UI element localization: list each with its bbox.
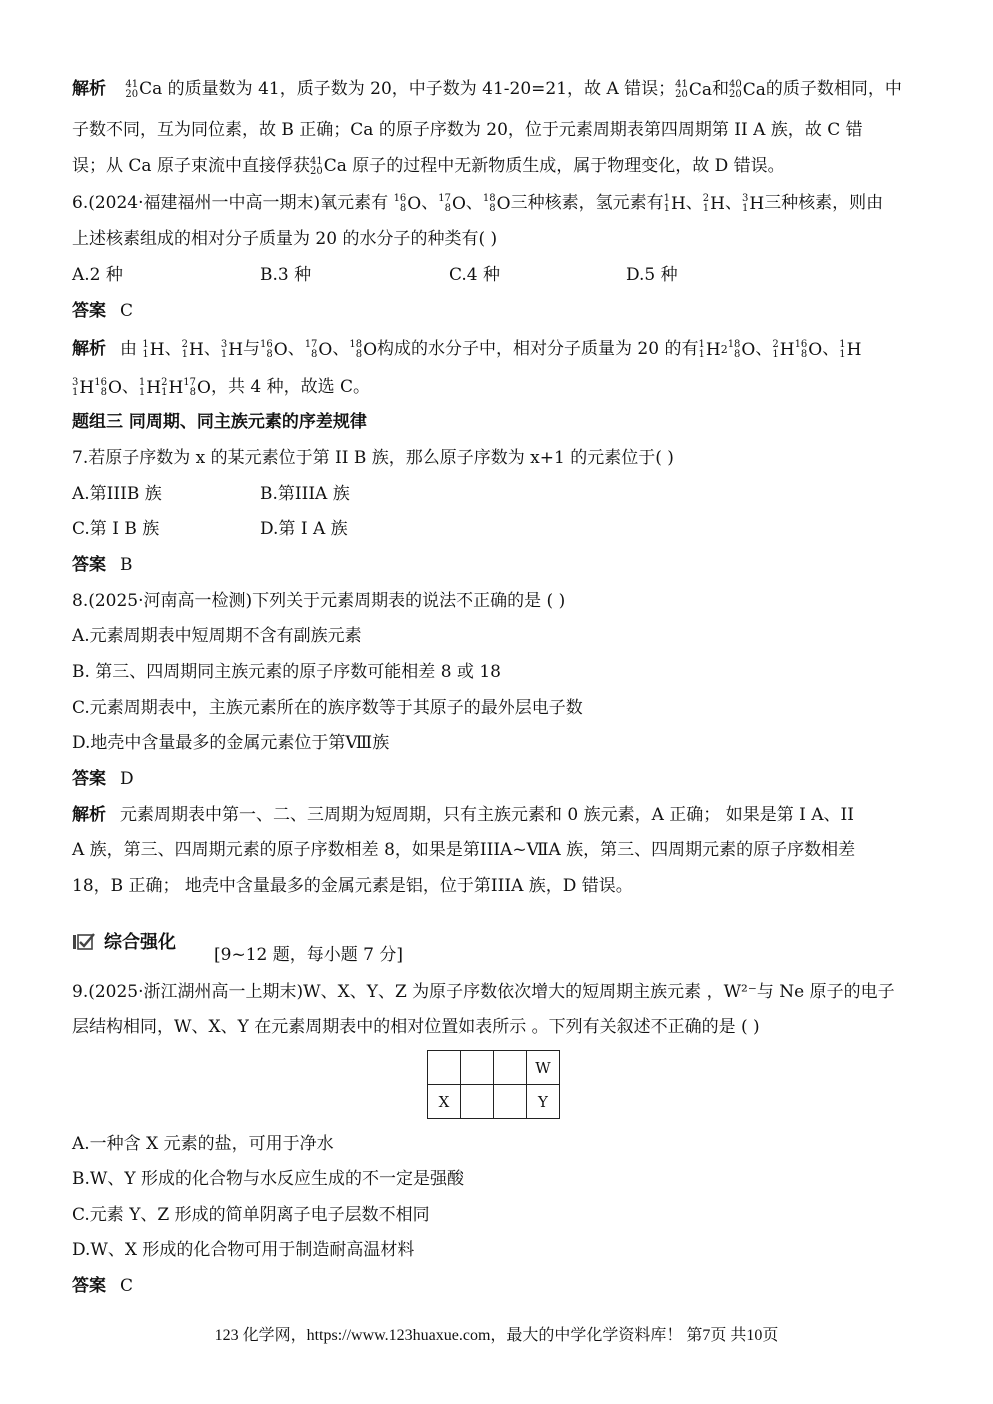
q8-explanation-line3: 18，B 正确； 地壳中含量最多的金属元素是铝，位于第IIIA 族，D 错误。: [72, 876, 633, 896]
table-cell: [494, 1085, 527, 1119]
q8-explanation-line1: 解析 元素周期表中第一、二、三周期为短周期，只有主族元素和 0 族元素，A 正确； 如果是第 I A、II: [72, 805, 854, 825]
q8-answer: 答案 D: [72, 769, 134, 789]
q8-option-b: B. 第三、四周期同主族元素的原子序数可能相差 8 或 18: [72, 662, 501, 682]
q5-explanation-line3: 误；从 Ca 原子束流中直接俘获 41 20 Ca 原子的过程中无新物质生成，属于物理变化，故 D 错误。: [72, 155, 785, 177]
q9-stem-line2: 层结构相同，W、X、Y 在元素周期表中的相对位置如表所示 。下列有关叙述不正确的是 ( ): [72, 1017, 760, 1037]
nuclide-ca41: 41 20: [125, 78, 139, 100]
q6-answer: 答案 C: [72, 301, 134, 321]
nuclide-ca41: 41 20: [309, 155, 323, 177]
periodic-position-table: [427, 1050, 560, 1119]
table-cell: [461, 1051, 494, 1085]
section-title: 综合强化: [104, 932, 176, 953]
q9-stem-line1: 9.(2025·浙江湖州高一上期末)W、X、Y、Z 为原子序数依次增大的短周期主族元素 ，W²⁻与 Ne 原子的电子: [72, 982, 895, 1002]
q7-answer: 答案 B: [72, 555, 133, 575]
q7-stem: 7.若原子序数为 x 的某元素位于第 II B 族，那么原子序数为 x+1 的元素位于( ): [72, 448, 674, 468]
table-cell: [461, 1085, 494, 1119]
page-footer: 123 化学网，https://www.123huaxue.com，最大的中学化学资料库！ 第7页 共10页: [214, 1327, 779, 1344]
explanation-label: 解析: [72, 79, 106, 99]
q6-option-b: B.3 种: [260, 265, 312, 285]
checkmark-icon: [72, 932, 96, 950]
q5-explanation-line1: 解析 41 20 Ca 的质量数为 41，质子数为 20，中子数为 41-20=21，故 A 错误； 41 20 Ca 和 40 20 Ca 的质子数相同，中: [72, 78, 902, 100]
q6-stem-line2: 上述核素组成的相对分子质量为 20 的水分子的种类有( ): [72, 229, 498, 249]
section-note: [9~12 题，每小题 7 分]: [214, 945, 403, 965]
table-cell: X: [428, 1085, 461, 1119]
q9-option-a: A.一种含 X 元素的盐，可用于净水: [72, 1134, 334, 1154]
q9-answer: 答案 C: [72, 1276, 134, 1296]
q8-option-a: A.元素周期表中短周期不含有副族元素: [72, 626, 362, 646]
nuclide-ca41: 41 20 Ca: [675, 78, 713, 100]
table-cell: [494, 1051, 527, 1085]
q9-option-c: C.元素 Y、Z 形成的简单阴离子电子层数不相同: [72, 1205, 430, 1225]
q8-option-d: D.地壳中含量最多的金属元素位于第Ⅷ族: [72, 733, 390, 753]
q9-option-b: B.W、Y 形成的化合物与水反应生成的不一定是强酸: [72, 1169, 464, 1189]
q8-stem: 8.(2025·河南高一检测)下列关于元素周期表的说法不正确的是 ( ): [72, 591, 566, 611]
q6-explanation-line2: 3 1 H 16 8 O 、 1 1 H 2 1 H 17 8 O ，共 4 种，故选 C。: [72, 376, 370, 398]
q5-explanation-line2: 子数不同，互为同位素，故 B 正确；Ca 的原子序数为 20，位于元素周期表第四周期第 II A 族，故 C 错: [72, 120, 863, 140]
table-cell: [428, 1051, 461, 1085]
group-heading: 题组三 同周期、同主族元素的序差规律: [72, 412, 367, 432]
q8-option-c: C.元素周期表中，主族元素所在的族序数等于其原子的最外层电子数: [72, 698, 583, 718]
q6-explanation-line1: 解析 由 1 1 H 、 2 1 H 、 3 1 H 与 16 8 O 、 17 8 O 、 18 8 O 构成的水分子中，相对分子质量为 20 的有 1 1 H 2 18 8 O 、 2 1 H 16 8 O 、 1 1 H: [72, 338, 862, 360]
section-heading: [72, 928, 176, 954]
q7-option-c: C.第 I B 族: [72, 519, 160, 539]
q6-option-a: A.2 种: [72, 265, 123, 285]
q8-explanation-line2: A 族，第三、四周期元素的原子序数相差 8，如果是第IIIA~ⅦA 族，第三、四周期元素的原子序数相差: [72, 840, 856, 860]
q9-option-d: D.W、X 形成的化合物可用于制造耐高温材料: [72, 1240, 415, 1260]
q6-option-d: D.5 种: [626, 265, 678, 285]
q6-option-c: C.4 种: [449, 265, 501, 285]
table-cell: W: [527, 1051, 560, 1085]
q7-option-d: D.第 I A 族: [260, 519, 348, 539]
table-cell: Y: [527, 1085, 560, 1119]
q7-option-a: A.第IIIB 族: [72, 484, 162, 504]
q6-stem-line1: 6.(2024·福建福州一中高一期末)氧元素有 16 8 O 、 17 8 O 、 18 8 O 三种核素，氢元素有 1 1 H 、 2 1 H 、 3 1 H 三种核素，则由: [72, 192, 884, 214]
q7-option-b: B.第IIIA 族: [260, 484, 350, 504]
nuclide-ca40: 40 20 Ca: [729, 78, 766, 100]
